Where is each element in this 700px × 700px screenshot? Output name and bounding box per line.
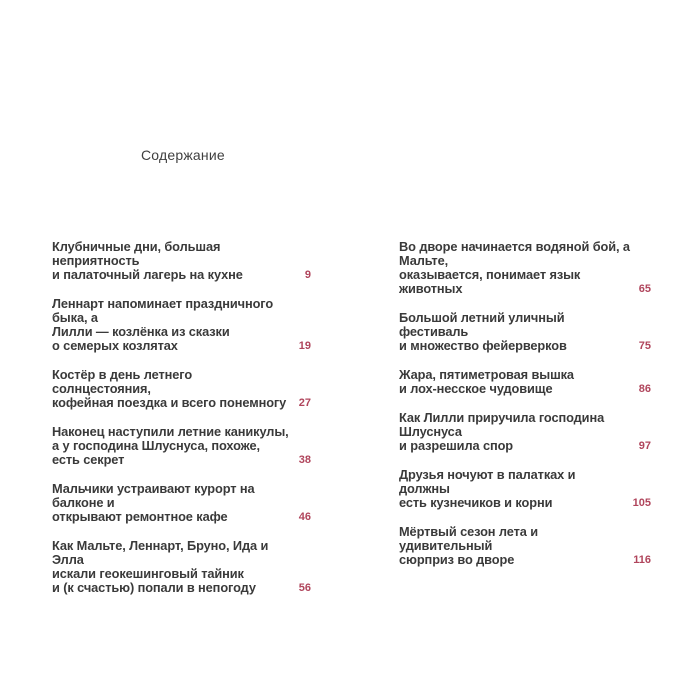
toc-entry: [52, 368, 311, 410]
page-number: 116: [633, 554, 651, 566]
toc-column-left: [52, 240, 311, 610]
chapter-title-line: и палаточный лагерь на кухне: [52, 267, 243, 282]
toc-entry: [399, 468, 651, 510]
chapter-title-line: оказывается, понимает язык животных: [399, 267, 581, 296]
chapter-title-line: Лилли — козлёнка из сказки: [52, 324, 230, 339]
chapter-title: [399, 411, 631, 453]
chapter-title: [399, 240, 631, 296]
toc-entry: [52, 425, 311, 467]
chapter-title: [52, 482, 291, 524]
page-number: 27: [298, 397, 311, 409]
toc-entry: [399, 368, 651, 396]
page-number: 86: [638, 383, 651, 395]
chapter-title-line: а у господина Шлуснуса, похоже, есть секрет: [52, 438, 260, 467]
page-number: 46: [298, 511, 311, 523]
chapter-title-line: Леннарт напоминает праздничного быка, а: [52, 296, 274, 325]
toc-column-right: [399, 240, 651, 582]
chapter-title: [52, 425, 291, 467]
page-number: 9: [304, 269, 311, 281]
chapter-title-line: и (к счастью) попали в непогоду: [52, 580, 256, 595]
page-number: 97: [638, 440, 651, 452]
chapter-title-line: Друзья ночуют в палатках и должны: [399, 467, 576, 496]
chapter-title-line: Наконец наступили летние каникулы,: [52, 424, 289, 439]
page-number: 65: [638, 283, 651, 295]
chapter-title-line: Как Лилли приручила господина Шлуснуса: [399, 410, 605, 439]
chapter-title-line: Жара, пятиметровая вышка: [399, 367, 574, 382]
chapter-title-line: о семерых козлятах: [52, 338, 178, 353]
chapter-title-line: есть кузнечиков и корни: [399, 495, 553, 510]
toc-entry: [52, 297, 311, 353]
chapter-title: [52, 368, 291, 410]
chapter-title-line: Во дворе начинается водяной бой, а Мальте,: [399, 239, 630, 268]
chapter-title-line: Мальчики устраивают курорт на балконе и: [52, 481, 255, 510]
chapter-title-line: и разрешила спор: [399, 438, 514, 453]
toc-entry: [52, 240, 311, 282]
chapter-title-line: Клубничные дни, большая неприятность: [52, 239, 221, 268]
chapter-title: [399, 311, 631, 353]
page-number: 105: [632, 497, 651, 509]
chapter-title-line: кофейная поездка и всего понемногу: [52, 395, 287, 410]
toc-entry: [399, 240, 651, 296]
chapter-title-line: Большой летний уличный фестиваль: [399, 310, 565, 339]
chapter-title: [52, 297, 291, 353]
chapter-title-line: Как Мальте, Леннарт, Бруно, Ида и Элла: [52, 538, 269, 567]
toc-entry: [399, 411, 651, 453]
chapter-title-line: сюрприз во дворе: [399, 552, 515, 567]
page-number: 56: [298, 582, 311, 594]
chapter-title-line: и лох-несское чудовище: [399, 381, 553, 396]
chapter-title-line: и множество фейерверков: [399, 338, 567, 353]
page-number: 38: [298, 454, 311, 466]
page-number: 75: [638, 340, 651, 352]
chapter-title: [399, 368, 574, 396]
chapter-title: [52, 240, 297, 282]
toc-entry: [52, 482, 311, 524]
toc-entry: [399, 525, 651, 567]
page-title: Содержание: [141, 147, 225, 163]
chapter-title-line: открывают ремонтное кафе: [52, 509, 228, 524]
page-number: 19: [298, 340, 311, 352]
toc-entry: [52, 539, 311, 595]
chapter-title: [399, 525, 625, 567]
toc-entry: [399, 311, 651, 353]
chapter-title-line: Мёртвый сезон лета и удивительный: [399, 524, 539, 553]
chapter-title-line: Костёр в день летнего солнцестояния,: [52, 367, 193, 396]
chapter-title: [52, 539, 291, 595]
chapter-title-line: искали геокешинговый тайник: [52, 566, 244, 581]
chapter-title: [399, 468, 625, 510]
